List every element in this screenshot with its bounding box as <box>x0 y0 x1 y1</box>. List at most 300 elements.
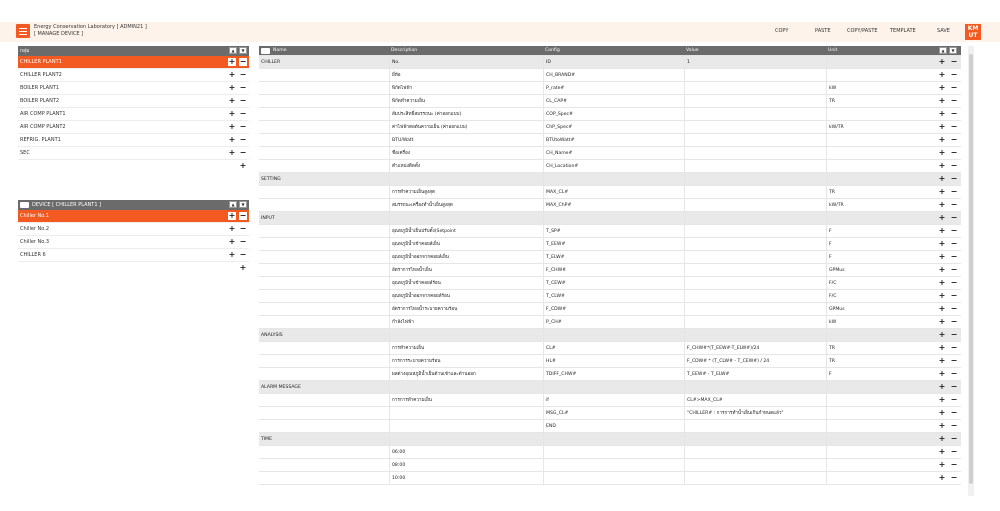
cell-config[interactable] <box>543 472 684 484</box>
cell-config[interactable] <box>543 173 684 185</box>
add-icon[interactable]: + <box>938 83 946 92</box>
remove-icon[interactable]: − <box>239 96 247 105</box>
cell-unit[interactable] <box>826 69 933 81</box>
table-row[interactable] <box>259 446 961 459</box>
cell-value[interactable] <box>684 446 826 458</box>
add-icon[interactable]: + <box>938 408 946 417</box>
remove-icon[interactable]: − <box>950 239 958 248</box>
add-icon[interactable]: + <box>938 70 946 79</box>
cell-value[interactable] <box>684 303 826 315</box>
add-icon[interactable]: + <box>228 122 236 131</box>
plant-list-item[interactable] <box>18 108 249 121</box>
remove-icon[interactable]: − <box>950 330 958 339</box>
cell-value[interactable] <box>684 199 826 211</box>
cell-name[interactable] <box>259 394 389 406</box>
cell-unit[interactable] <box>826 394 933 406</box>
cell-config[interactable] <box>543 433 684 445</box>
cell-config[interactable]: T_ELW# <box>543 251 684 263</box>
remove-icon[interactable]: − <box>239 122 247 131</box>
cell-name[interactable] <box>259 121 389 133</box>
cell-config[interactable]: MAX_CL# <box>543 186 684 198</box>
cell-unit[interactable] <box>826 407 933 419</box>
cell-config[interactable]: F_CHW# <box>543 264 684 276</box>
add-icon[interactable]: + <box>938 317 946 326</box>
sort-down-icon[interactable]: ▼ <box>949 47 957 54</box>
cell-name[interactable]: ANALYSIS <box>261 332 283 338</box>
device-list-item[interactable] <box>18 249 249 262</box>
remove-icon[interactable]: − <box>950 278 958 287</box>
add-icon[interactable]: + <box>228 250 236 259</box>
hamburger-menu-icon[interactable] <box>16 24 30 38</box>
cell-config[interactable]: CH_Location# <box>543 160 684 172</box>
cell-config[interactable]: F_CDW# <box>543 303 684 315</box>
cell-value[interactable] <box>684 290 826 302</box>
cell-value[interactable]: F_CDW# * (T_CLW# - T_CEW#) / 24 <box>684 355 826 367</box>
cell-value[interactable] <box>684 95 826 107</box>
cell-unit[interactable]: kW/TR <box>826 199 933 211</box>
add-icon[interactable]: + <box>938 148 946 157</box>
cell-config[interactable]: T_CEW# <box>543 277 684 289</box>
table-row[interactable] <box>259 147 961 160</box>
remove-icon[interactable]: − <box>950 226 958 235</box>
cell-value[interactable]: CL#>MAX_CL# <box>684 394 826 406</box>
cell-unit[interactable]: GPMus <box>826 264 933 276</box>
remove-icon[interactable]: − <box>239 109 247 118</box>
table-row[interactable] <box>259 95 961 108</box>
cell-unit[interactable]: TR <box>826 342 933 354</box>
remove-icon[interactable]: − <box>950 343 958 352</box>
cell-unit[interactable] <box>826 147 933 159</box>
cell-value[interactable] <box>684 186 826 198</box>
cell-value[interactable] <box>684 147 826 159</box>
remove-icon[interactable]: − <box>950 460 958 469</box>
remove-icon[interactable]: − <box>950 395 958 404</box>
cell-unit[interactable] <box>826 173 933 185</box>
cell-description[interactable]: พิกัดไฟฟ้า <box>389 82 543 94</box>
cell-description[interactable]: No. <box>389 56 543 68</box>
section-row[interactable] <box>259 329 961 342</box>
remove-icon[interactable]: − <box>950 174 958 183</box>
cell-unit[interactable]: F/C <box>826 277 933 289</box>
sort-up-icon[interactable]: ▲ <box>229 47 237 54</box>
cell-unit[interactable] <box>826 160 933 172</box>
cell-value[interactable]: 1 <box>684 56 826 68</box>
add-icon[interactable]: + <box>938 252 946 261</box>
sort-down-icon[interactable]: ▼ <box>239 201 247 208</box>
cell-name[interactable] <box>259 303 389 315</box>
add-icon[interactable]: + <box>938 460 946 469</box>
cell-value[interactable] <box>684 134 826 146</box>
remove-icon[interactable]: − <box>950 109 958 118</box>
cell-name[interactable] <box>259 82 389 94</box>
sort-up-icon[interactable]: ▲ <box>229 201 237 208</box>
table-row[interactable] <box>259 342 961 355</box>
cell-unit[interactable]: F <box>826 251 933 263</box>
section-row[interactable] <box>259 433 961 446</box>
cell-description[interactable]: การการระบายความร้อน <box>389 355 543 367</box>
cell-config[interactable] <box>543 381 684 393</box>
table-row[interactable] <box>259 186 961 199</box>
add-icon[interactable]: + <box>938 356 946 365</box>
cell-name[interactable]: ALARM MESSAGE <box>261 384 301 390</box>
cell-value[interactable] <box>684 251 826 263</box>
plant-list-item[interactable] <box>18 147 249 160</box>
cell-description[interactable]: พิกัดทำความเย็น <box>389 95 543 107</box>
cell-name[interactable]: INPUT <box>261 215 275 221</box>
table-row[interactable] <box>259 69 961 82</box>
remove-icon[interactable]: − <box>950 161 958 170</box>
table-row[interactable] <box>259 407 961 420</box>
table-row[interactable] <box>259 316 961 329</box>
section-row[interactable] <box>259 381 961 394</box>
cell-name[interactable] <box>259 264 389 276</box>
cell-description[interactable] <box>389 433 543 445</box>
cell-value[interactable] <box>684 472 826 484</box>
cell-description[interactable] <box>389 381 543 393</box>
remove-icon[interactable]: − <box>239 237 247 246</box>
remove-icon[interactable]: − <box>950 96 958 105</box>
plant-list-item[interactable] <box>18 56 249 69</box>
cell-name[interactable]: SETTING <box>261 176 281 182</box>
add-icon[interactable]: + <box>938 96 946 105</box>
table-row[interactable] <box>259 251 961 264</box>
add-icon[interactable]: + <box>239 263 247 272</box>
table-row[interactable] <box>259 355 961 368</box>
cell-value[interactable]: T_EEW# - T_ELW# <box>684 368 826 380</box>
remove-icon[interactable]: − <box>950 70 958 79</box>
device-list-item[interactable] <box>18 223 249 236</box>
section-row[interactable] <box>259 173 961 186</box>
cell-config[interactable] <box>543 446 684 458</box>
table-row[interactable] <box>259 134 961 147</box>
cell-unit[interactable]: TR <box>826 355 933 367</box>
cell-config[interactable]: TDIFF_CHW# <box>543 368 684 380</box>
cell-config[interactable]: P_rate# <box>543 82 684 94</box>
add-icon[interactable]: + <box>938 187 946 196</box>
add-icon[interactable]: + <box>228 135 236 144</box>
remove-icon[interactable]: − <box>950 473 958 482</box>
cell-unit[interactable] <box>826 329 933 341</box>
cell-name[interactable] <box>259 147 389 159</box>
cell-unit[interactable]: TR <box>826 186 933 198</box>
add-icon[interactable]: + <box>228 237 236 246</box>
add-icon[interactable]: + <box>938 226 946 235</box>
add-icon[interactable]: + <box>938 174 946 183</box>
cell-value[interactable] <box>684 121 826 133</box>
table-row[interactable] <box>259 472 961 485</box>
cell-unit[interactable]: kW <box>826 316 933 328</box>
cell-config[interactable]: MSG_CL# <box>543 407 684 419</box>
section-row[interactable] <box>259 56 961 69</box>
remove-icon[interactable]: − <box>950 356 958 365</box>
cell-value[interactable] <box>684 459 826 471</box>
cell-value[interactable] <box>684 108 826 120</box>
cell-description[interactable]: สมรรถนะเครื่องทำน้ำเย็นสูงสุด <box>389 199 543 211</box>
cell-description[interactable]: อัตราการไหลน้ำเย็น <box>389 264 543 276</box>
table-row[interactable] <box>259 290 961 303</box>
cell-config[interactable]: CL# <box>543 342 684 354</box>
cell-value[interactable] <box>684 316 826 328</box>
cell-name[interactable] <box>259 238 389 250</box>
remove-icon[interactable]: − <box>950 317 958 326</box>
add-icon[interactable]: + <box>938 213 946 222</box>
cell-description[interactable]: อุณหภูมิน้ำเข้าคอยล์ร้อน <box>389 277 543 289</box>
remove-icon[interactable]: − <box>239 57 247 66</box>
cell-name[interactable] <box>259 459 389 471</box>
cell-name[interactable] <box>259 446 389 458</box>
cell-description[interactable] <box>389 329 543 341</box>
device-list-item[interactable] <box>18 210 249 223</box>
cell-value[interactable] <box>684 264 826 276</box>
add-icon[interactable]: + <box>938 330 946 339</box>
add-icon[interactable]: + <box>228 148 236 157</box>
remove-icon[interactable]: − <box>950 265 958 274</box>
cell-description[interactable]: 06:00 <box>389 446 543 458</box>
remove-icon[interactable]: − <box>950 369 958 378</box>
cell-unit[interactable] <box>826 56 933 68</box>
cell-name[interactable] <box>259 290 389 302</box>
cell-unit[interactable]: kW <box>826 82 933 94</box>
add-icon[interactable]: + <box>938 278 946 287</box>
cell-value[interactable] <box>684 69 826 81</box>
cell-config[interactable]: if <box>543 394 684 406</box>
cell-value[interactable] <box>684 212 826 224</box>
cell-value[interactable] <box>684 329 826 341</box>
table-row[interactable] <box>259 82 961 95</box>
cell-unit[interactable] <box>826 459 933 471</box>
add-icon[interactable]: + <box>938 382 946 391</box>
remove-icon[interactable]: − <box>950 135 958 144</box>
cell-name[interactable] <box>259 407 389 419</box>
add-icon[interactable]: + <box>938 122 946 131</box>
remove-icon[interactable]: − <box>239 250 247 259</box>
remove-icon[interactable]: − <box>950 408 958 417</box>
cell-value[interactable] <box>684 173 826 185</box>
cell-description[interactable] <box>389 407 543 419</box>
remove-icon[interactable]: − <box>239 135 247 144</box>
remove-icon[interactable]: − <box>239 83 247 92</box>
save-button[interactable]: SAVE <box>937 28 950 34</box>
add-icon[interactable]: + <box>228 57 236 66</box>
table-row[interactable] <box>259 225 961 238</box>
cell-config[interactable]: MAX_ChP# <box>543 199 684 211</box>
table-row[interactable] <box>259 264 961 277</box>
cell-description[interactable]: ชื่อเครื่อง <box>389 147 543 159</box>
cell-config[interactable]: BTUtoWatt# <box>543 134 684 146</box>
table-row[interactable] <box>259 368 961 381</box>
cell-config[interactable]: T_CLW# <box>543 290 684 302</box>
cell-unit[interactable] <box>826 108 933 120</box>
remove-icon[interactable]: − <box>950 304 958 313</box>
cell-name[interactable] <box>259 316 389 328</box>
table-row[interactable] <box>259 238 961 251</box>
cell-name[interactable] <box>259 95 389 107</box>
cell-description[interactable]: อุณหภูมิน้ำเย็นปรับตั้ง(Setpoint <box>389 225 543 237</box>
cell-config[interactable]: T_SP# <box>543 225 684 237</box>
add-icon[interactable]: + <box>239 161 247 170</box>
cell-config[interactable]: T_EEW# <box>543 238 684 250</box>
add-icon[interactable]: + <box>938 343 946 352</box>
vertical-scrollbar[interactable] <box>968 46 974 496</box>
cell-config[interactable]: CH_Name# <box>543 147 684 159</box>
sort-up-icon[interactable]: ▲ <box>939 47 947 54</box>
cell-description[interactable]: การการทำความเย็น <box>389 394 543 406</box>
cell-unit[interactable]: TR <box>826 95 933 107</box>
add-icon[interactable]: + <box>938 447 946 456</box>
cell-value[interactable] <box>684 238 826 250</box>
cell-description[interactable]: การทำความเย็นสูงสุด <box>389 186 543 198</box>
cell-description[interactable]: ตำแหน่งติดตั้ง <box>389 160 543 172</box>
remove-icon[interactable]: − <box>950 57 958 66</box>
remove-icon[interactable]: − <box>950 421 958 430</box>
add-icon[interactable]: + <box>938 161 946 170</box>
cell-config[interactable] <box>543 329 684 341</box>
remove-icon[interactable]: − <box>950 447 958 456</box>
cell-description[interactable]: อัตราการไหลน้ำระบายความร้อน <box>389 303 543 315</box>
cell-value[interactable] <box>684 433 826 445</box>
add-icon[interactable]: + <box>228 109 236 118</box>
add-icon[interactable]: + <box>938 135 946 144</box>
table-row[interactable] <box>259 160 961 173</box>
cell-description[interactable]: 08:00 <box>389 459 543 471</box>
cell-unit[interactable] <box>826 472 933 484</box>
section-row[interactable] <box>259 212 961 225</box>
cell-value[interactable]: F_CHW#*(T_EEW#-T_ELW#)/24 <box>684 342 826 354</box>
scrollbar-thumb[interactable] <box>969 54 973 484</box>
add-icon[interactable]: + <box>938 265 946 274</box>
cell-config[interactable]: HL# <box>543 355 684 367</box>
sort-down-icon[interactable]: ▼ <box>239 47 247 54</box>
cell-unit[interactable] <box>826 446 933 458</box>
cell-description[interactable]: 10:00 <box>389 472 543 484</box>
cell-name[interactable] <box>259 69 389 81</box>
remove-icon[interactable]: − <box>950 200 958 209</box>
add-icon[interactable]: + <box>938 434 946 443</box>
cell-description[interactable]: การทำความเย็น <box>389 342 543 354</box>
cell-name[interactable] <box>259 342 389 354</box>
remove-icon[interactable]: − <box>239 211 247 220</box>
cell-name[interactable]: TIME <box>261 436 273 442</box>
cell-name[interactable] <box>259 225 389 237</box>
cell-name[interactable] <box>259 420 389 432</box>
cell-name[interactable] <box>259 108 389 120</box>
template-button[interactable]: TEMPLATE <box>890 28 916 34</box>
add-icon[interactable]: + <box>938 369 946 378</box>
cell-config[interactable] <box>543 212 684 224</box>
remove-icon[interactable]: − <box>950 148 958 157</box>
cell-name[interactable] <box>259 472 389 484</box>
add-icon[interactable]: + <box>228 211 236 220</box>
cell-description[interactable]: อุณหภูมิน้ำเข้าคอยล์เย็น <box>389 238 543 250</box>
cell-unit[interactable] <box>826 420 933 432</box>
cell-description[interactable]: สัมประสิทธิ์สมรรถนะ (ค่าออกแบบ) <box>389 108 543 120</box>
table-row[interactable] <box>259 121 961 134</box>
cell-description[interactable]: ค่าไฟฟ้าต่อตันความเย็น (ค่าออกแบบ) <box>389 121 543 133</box>
cell-description[interactable] <box>389 173 543 185</box>
remove-icon[interactable]: − <box>950 213 958 222</box>
cell-value[interactable] <box>684 381 826 393</box>
add-icon[interactable]: + <box>938 57 946 66</box>
add-icon[interactable]: + <box>938 291 946 300</box>
cell-config[interactable] <box>543 459 684 471</box>
add-icon[interactable]: + <box>228 96 236 105</box>
copy-button[interactable]: COPY <box>775 28 789 34</box>
add-icon[interactable]: + <box>938 395 946 404</box>
table-row[interactable] <box>259 459 961 472</box>
cell-unit[interactable]: F <box>826 368 933 380</box>
table-row[interactable] <box>259 420 961 433</box>
cell-value[interactable]: "CHILLER# : การการทำน้ำเย็นเกินกำหนดแล้ว" <box>684 407 826 419</box>
cell-name[interactable] <box>259 160 389 172</box>
cell-description[interactable]: อุณหภูมิน้ำออกจากคอยล์เย็น <box>389 251 543 263</box>
cell-config[interactable]: COP_Spec# <box>543 108 684 120</box>
cell-unit[interactable] <box>826 134 933 146</box>
remove-icon[interactable]: − <box>950 187 958 196</box>
table-row[interactable] <box>259 277 961 290</box>
cell-name[interactable] <box>259 277 389 289</box>
add-icon[interactable]: + <box>228 83 236 92</box>
cell-value[interactable] <box>684 160 826 172</box>
plant-list-item[interactable] <box>18 82 249 95</box>
cell-description[interactable]: ยี่ห้อ <box>389 69 543 81</box>
paste-button[interactable]: PASTE <box>815 28 831 34</box>
cell-name[interactable] <box>259 355 389 367</box>
cell-unit[interactable] <box>826 381 933 393</box>
cell-description[interactable]: ผลต่างอุณหภูมิน้ำเย็นด้านเข้าและด้านออก <box>389 368 543 380</box>
cell-name[interactable] <box>259 251 389 263</box>
cell-value[interactable] <box>684 277 826 289</box>
add-icon[interactable]: + <box>938 109 946 118</box>
add-icon[interactable]: + <box>938 473 946 482</box>
add-icon[interactable]: + <box>228 70 236 79</box>
cell-unit[interactable]: F/C <box>826 290 933 302</box>
table-row[interactable] <box>259 394 961 407</box>
table-row[interactable] <box>259 303 961 316</box>
remove-icon[interactable]: − <box>950 122 958 131</box>
plant-list-item[interactable] <box>18 95 249 108</box>
cell-config[interactable]: ID <box>543 56 684 68</box>
cell-unit[interactable]: F <box>826 225 933 237</box>
table-row[interactable] <box>259 108 961 121</box>
cell-description[interactable]: BTU/Watt <box>389 134 543 146</box>
cell-config[interactable]: P_CH# <box>543 316 684 328</box>
remove-icon[interactable]: − <box>950 291 958 300</box>
device-list-item[interactable] <box>18 236 249 249</box>
cell-description[interactable] <box>389 420 543 432</box>
plant-list-item[interactable] <box>18 134 249 147</box>
add-icon[interactable]: + <box>938 304 946 313</box>
remove-icon[interactable]: − <box>239 70 247 79</box>
cell-config[interactable]: END <box>543 420 684 432</box>
cell-unit[interactable] <box>826 212 933 224</box>
cell-unit[interactable]: F <box>826 238 933 250</box>
plant-list-item[interactable] <box>18 69 249 82</box>
cell-name[interactable] <box>259 368 389 380</box>
cell-value[interactable] <box>684 225 826 237</box>
cell-name[interactable] <box>259 199 389 211</box>
add-icon[interactable]: + <box>228 224 236 233</box>
remove-icon[interactable]: − <box>239 148 247 157</box>
cell-config[interactable]: ChP_Spec# <box>543 121 684 133</box>
remove-icon[interactable]: − <box>950 434 958 443</box>
cell-description[interactable]: อุณหภูมิน้ำออกจากคอยล์ร้อน <box>389 290 543 302</box>
plant-list-item[interactable] <box>18 121 249 134</box>
copy-paste-button[interactable]: COPY/PASTE <box>847 28 878 34</box>
cell-unit[interactable]: kW/TR <box>826 121 933 133</box>
cell-description[interactable] <box>389 212 543 224</box>
cell-value[interactable] <box>684 420 826 432</box>
cell-unit[interactable] <box>826 433 933 445</box>
